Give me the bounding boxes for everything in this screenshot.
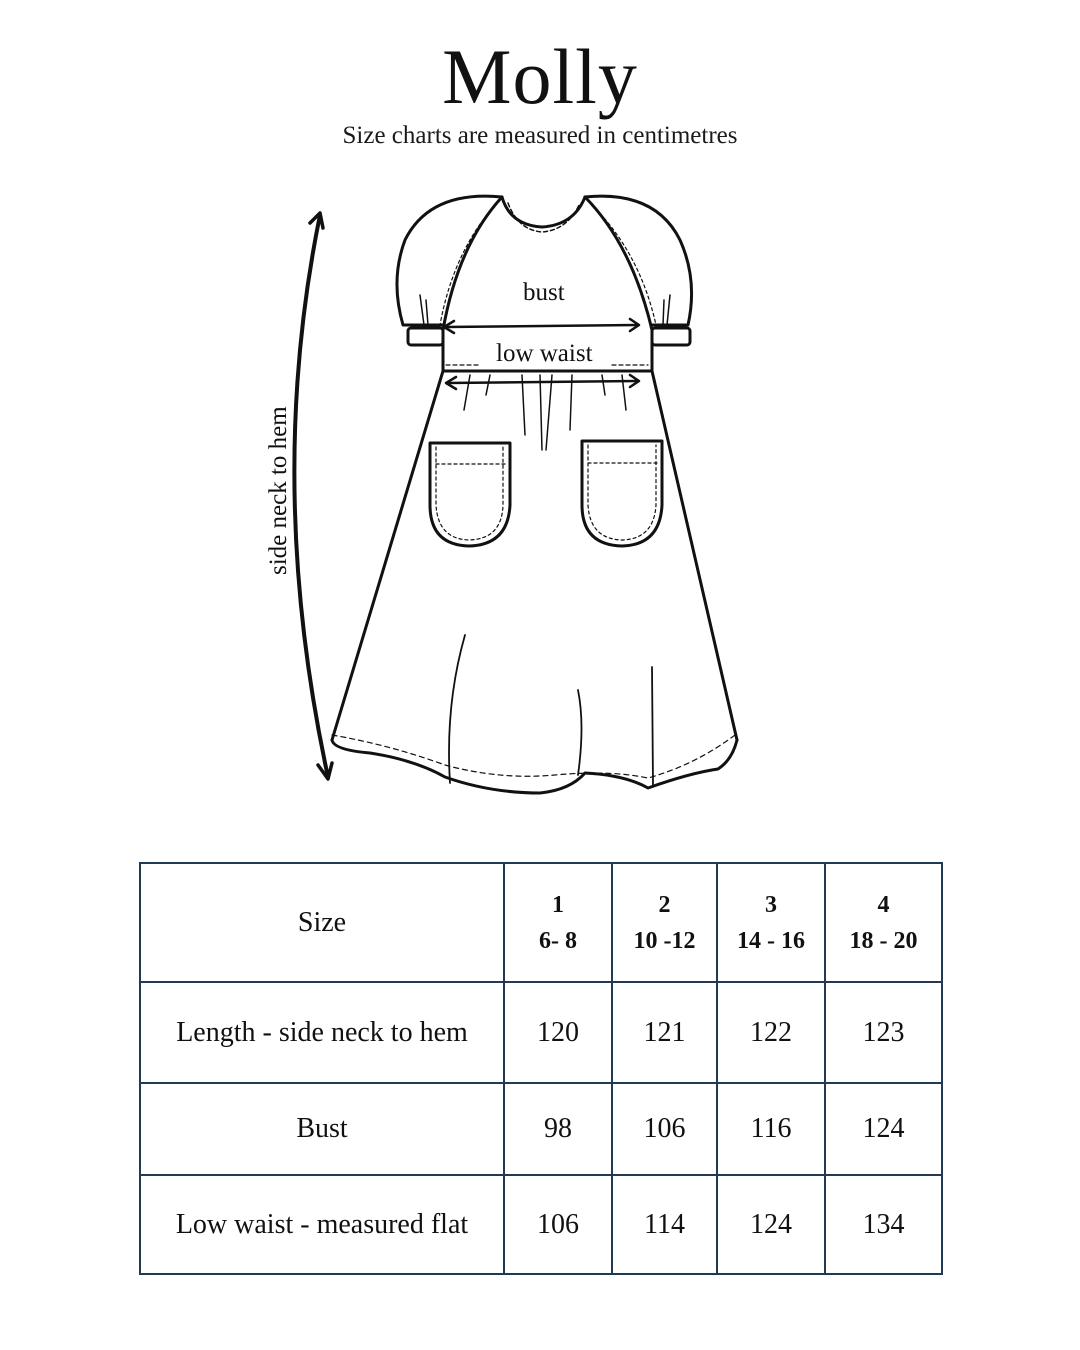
table-cell: 123 xyxy=(825,982,942,1083)
double-arrow-vertical-curved-icon xyxy=(294,213,332,779)
table-cell: 106 xyxy=(612,1083,717,1175)
size-column-header xyxy=(825,863,942,982)
table-cell: 106 xyxy=(504,1175,612,1274)
low-waist-label: low waist xyxy=(496,340,593,367)
table-row xyxy=(140,982,942,1083)
size-number: 3 xyxy=(765,891,777,918)
table-header-row xyxy=(140,863,942,982)
size-header-cell: Size xyxy=(140,863,504,982)
table-row xyxy=(140,1175,942,1274)
size-range: 10 -12 xyxy=(633,927,696,954)
table-cell: 134 xyxy=(825,1175,942,1274)
size-number: 4 xyxy=(877,891,890,918)
table-row xyxy=(140,1083,942,1175)
table-cell: 124 xyxy=(717,1175,825,1274)
page-subtitle: Size charts are measured in centimetres xyxy=(342,122,738,149)
table-cell: 114 xyxy=(612,1175,717,1274)
dress-sketch-icon xyxy=(240,185,780,805)
size-range: 6- 8 xyxy=(539,927,577,954)
table-cell: 98 xyxy=(504,1083,612,1175)
bust-label: bust xyxy=(523,279,565,306)
size-column-header xyxy=(717,863,825,982)
row-label: Bust xyxy=(140,1083,504,1175)
size-column-header xyxy=(504,863,612,982)
size-column-header xyxy=(612,863,717,982)
double-arrow-horizontal-icon xyxy=(444,319,639,333)
table-cell: 122 xyxy=(717,982,825,1083)
size-number: 2 xyxy=(658,891,671,918)
size-range: 18 - 20 xyxy=(849,927,918,954)
table-cell: 121 xyxy=(612,982,717,1083)
dress-illustration xyxy=(240,185,780,805)
row-label: Length - side neck to hem xyxy=(140,982,504,1083)
table-cell: 116 xyxy=(717,1083,825,1175)
size-chart-table xyxy=(139,862,943,1275)
page-title: Molly xyxy=(442,33,638,120)
row-label: Low waist - measured flat xyxy=(140,1175,504,1274)
double-arrow-horizontal-icon xyxy=(446,375,639,389)
table-cell: 120 xyxy=(504,982,612,1083)
size-range: 14 - 16 xyxy=(737,927,805,954)
size-number: 1 xyxy=(552,891,564,918)
table-cell: 124 xyxy=(825,1083,942,1175)
side-neck-to-hem-label: side neck to hem xyxy=(265,406,292,575)
